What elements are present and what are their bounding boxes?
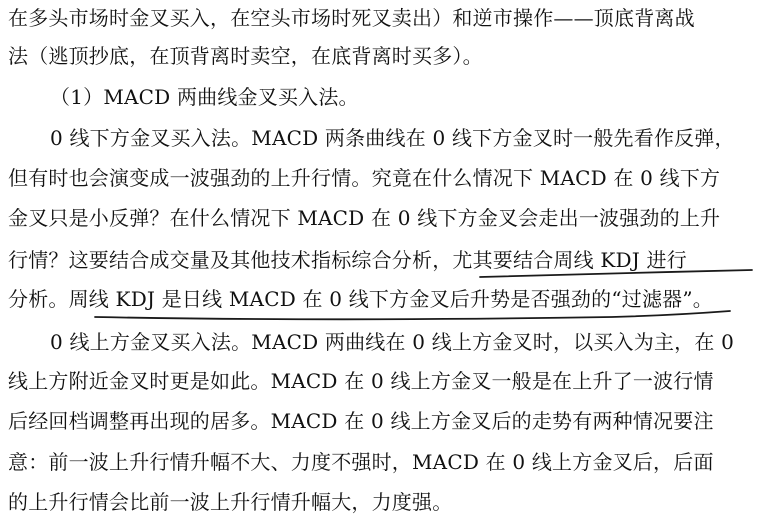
- text-line-13: 的上升行情会比前一波上升行情升幅大，力度强。: [8, 490, 453, 514]
- text-line-6: 金叉只是小反弹？在什么情况下 MACD 在 0 线下方金叉会走出一波强劲的上升: [8, 206, 721, 230]
- text-line-1: 在多头市场时金叉买入，在空头市场时死叉卖出）和逆市操作——顶底背离战: [8, 6, 695, 30]
- text-line-10: 线上方附近金叉时更是如此。MACD 在 0 线上方金叉一般是在上升了一波行情: [8, 369, 714, 393]
- text-line-4: 0 线下方金叉买入法。MACD 两条曲线在 0 线下方金叉时一般先看作反弹，: [50, 126, 735, 150]
- text-line-9: 0 线上方金叉买入法。MACD 两曲线在 0 线上方金叉时，以买入为主，在 0: [50, 330, 735, 354]
- text-line-11: 后经回档调整再出现的居多。MACD 在 0 线上方金叉后的走势有两种情况要注: [8, 409, 714, 433]
- text-line-8: 分析。周线 KDJ 是日线 MACD 在 0 线下方金叉后升势是否强劲的“过滤器”。: [8, 287, 713, 311]
- section-heading: （1）MACD 两曲线金叉买入法。: [50, 85, 359, 109]
- underline-stroke-2: [95, 311, 730, 319]
- text-line-12: 意：前一波上升行情升幅不大、力度不强时，MACD 在 0 线上方金叉后，后面: [8, 450, 714, 474]
- text-line-7: 行情？这要结合成交量及其他技术指标综合分析，尤其要结合周线 KDJ 进行: [8, 248, 687, 272]
- text-line-2: 法（逃顶抄底，在顶背离时卖空，在底背离时买多）。: [8, 44, 483, 68]
- text-line-5: 但有时也会演变成一波强劲的上升行情。究竟在什么情况下 MACD 在 0 线下方: [8, 166, 721, 190]
